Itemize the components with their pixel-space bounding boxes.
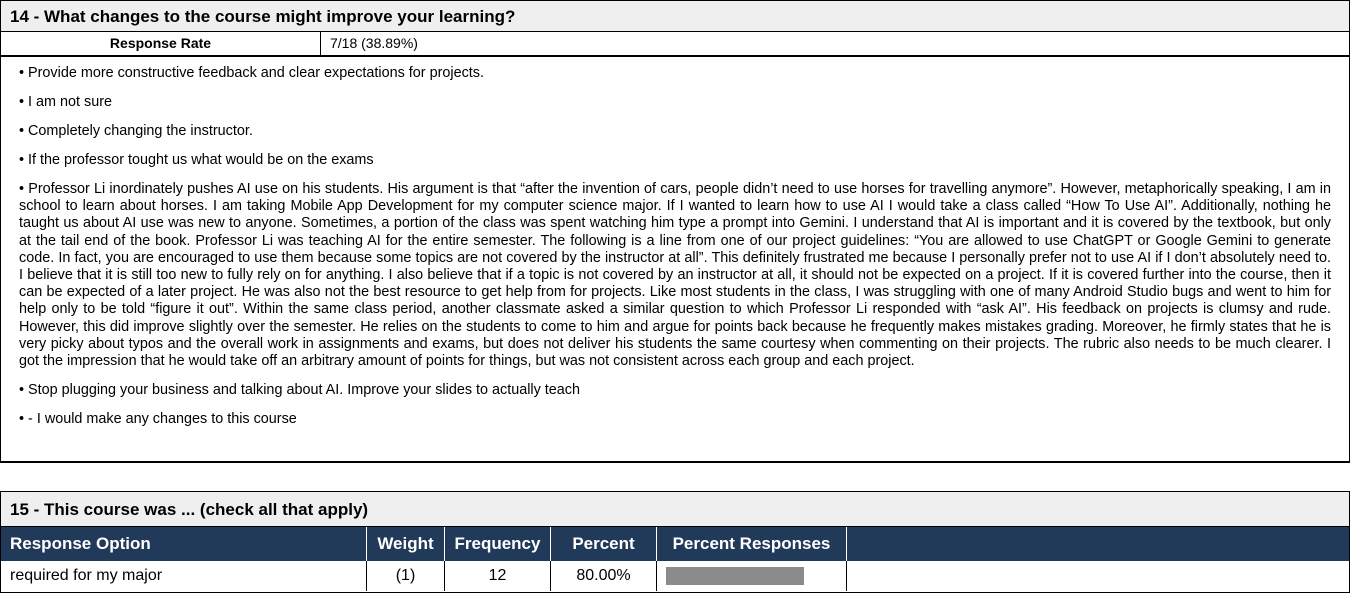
cell-weight: (1) bbox=[367, 561, 445, 591]
header-response-option: Response Option bbox=[1, 527, 367, 561]
response-rate-row bbox=[1, 32, 1349, 57]
response-list bbox=[1, 57, 1349, 428]
question-15-title: 15 - This course was ... (check all that apply) bbox=[1, 492, 1349, 527]
header-percent: Percent bbox=[551, 527, 657, 561]
cell-percent-bar bbox=[657, 561, 847, 591]
response-item: • Completely changing the instructor. bbox=[19, 123, 253, 139]
question-14-title: 14 - What changes to the course might improve your learning? bbox=[1, 1, 1349, 32]
cell-spacer bbox=[847, 561, 1349, 591]
question-15-block bbox=[0, 491, 1350, 593]
header-spacer bbox=[847, 527, 1349, 561]
table-header bbox=[1, 527, 1349, 561]
header-percent-responses: Percent Responses bbox=[657, 527, 847, 561]
response-rate-value: 7/18 (38.89%) bbox=[330, 35, 418, 51]
table-row bbox=[1, 561, 1349, 591]
cell-response-option: required for my major bbox=[1, 561, 367, 591]
response-item: • I am not sure bbox=[19, 94, 113, 110]
header-weight: Weight bbox=[367, 527, 445, 561]
cell-frequency: 12 bbox=[445, 561, 551, 591]
response-item: • - I would make any changes to this course bbox=[19, 411, 297, 428]
percent-bar bbox=[666, 567, 804, 585]
response-item: • Stop plugging your business and talking about AI. Improve your slides to actually teach bbox=[19, 382, 581, 399]
response-rate-label: Response Rate bbox=[1, 32, 321, 55]
response-item: • Professor Li inordinately pushes AI use on his students. His argument is that “after the invention of cars, people didn’t need to use horses for travelling anymore”. However, metaphorically speaking, I am in school to learn about horses. I am taking Mobile App Development for my computer science major. If I wanted to learn how to use AI I would take a class called “How To Use AI”. Additionally, nothing he taught us about AI use was new to anyone. Sometimes, a portion of the class was spent watching him type a prompt into Gemini. I understand that AI is important and it is covered by the textbook, but only at the tail end of the book. Professor Li was teaching AI for the entire semester. The following is a line from one of our project guidelines: “You are allowed to use ChatGPT or Google Gemini to generate code. In fact, you are encouraged to use them because some topics are not covered by the instructor at all”. This definitely frustrated me because I personally prefer not to use AI if I don’t absolutely need to. I believe that it is still too new to fully rely on for anything. I also believe that if a topic is not covered by an instructor at all, it should not be expected on a project. If it is covered further into the course, then it can be expected of a later project. He was also not the best resource to get help from for projects. Like most students in the class, I was struggling with one of many Android Studio bugs and went to him for help only to be told “figure it out”. Within the same class period, another classmate asked a similar question to which Professor Li responded with “ask AI”. His feedback on projects is clumsy and rude. However, this did improve slightly over the semester. He relies on the students to come to him and argue for points back because he frequently makes mistakes grading. Moreover, he firmly states that he is very picky about typos and the overall work in assignments and exams, but does not deliver his students the same courtesy when commenting on their projects. The rubric also needs to be much clearer. I got the impression that he would take off an arbitrary amount of points for things, but was not consistent across each group and each project. bbox=[19, 181, 1331, 370]
response-item: • If the professor tought us what would be on the exams bbox=[19, 152, 374, 168]
header-frequency: Frequency bbox=[445, 527, 551, 561]
cell-percent: 80.00% bbox=[551, 561, 657, 591]
response-item: • Provide more constructive feedback and clear expectations for projects. bbox=[19, 65, 484, 81]
